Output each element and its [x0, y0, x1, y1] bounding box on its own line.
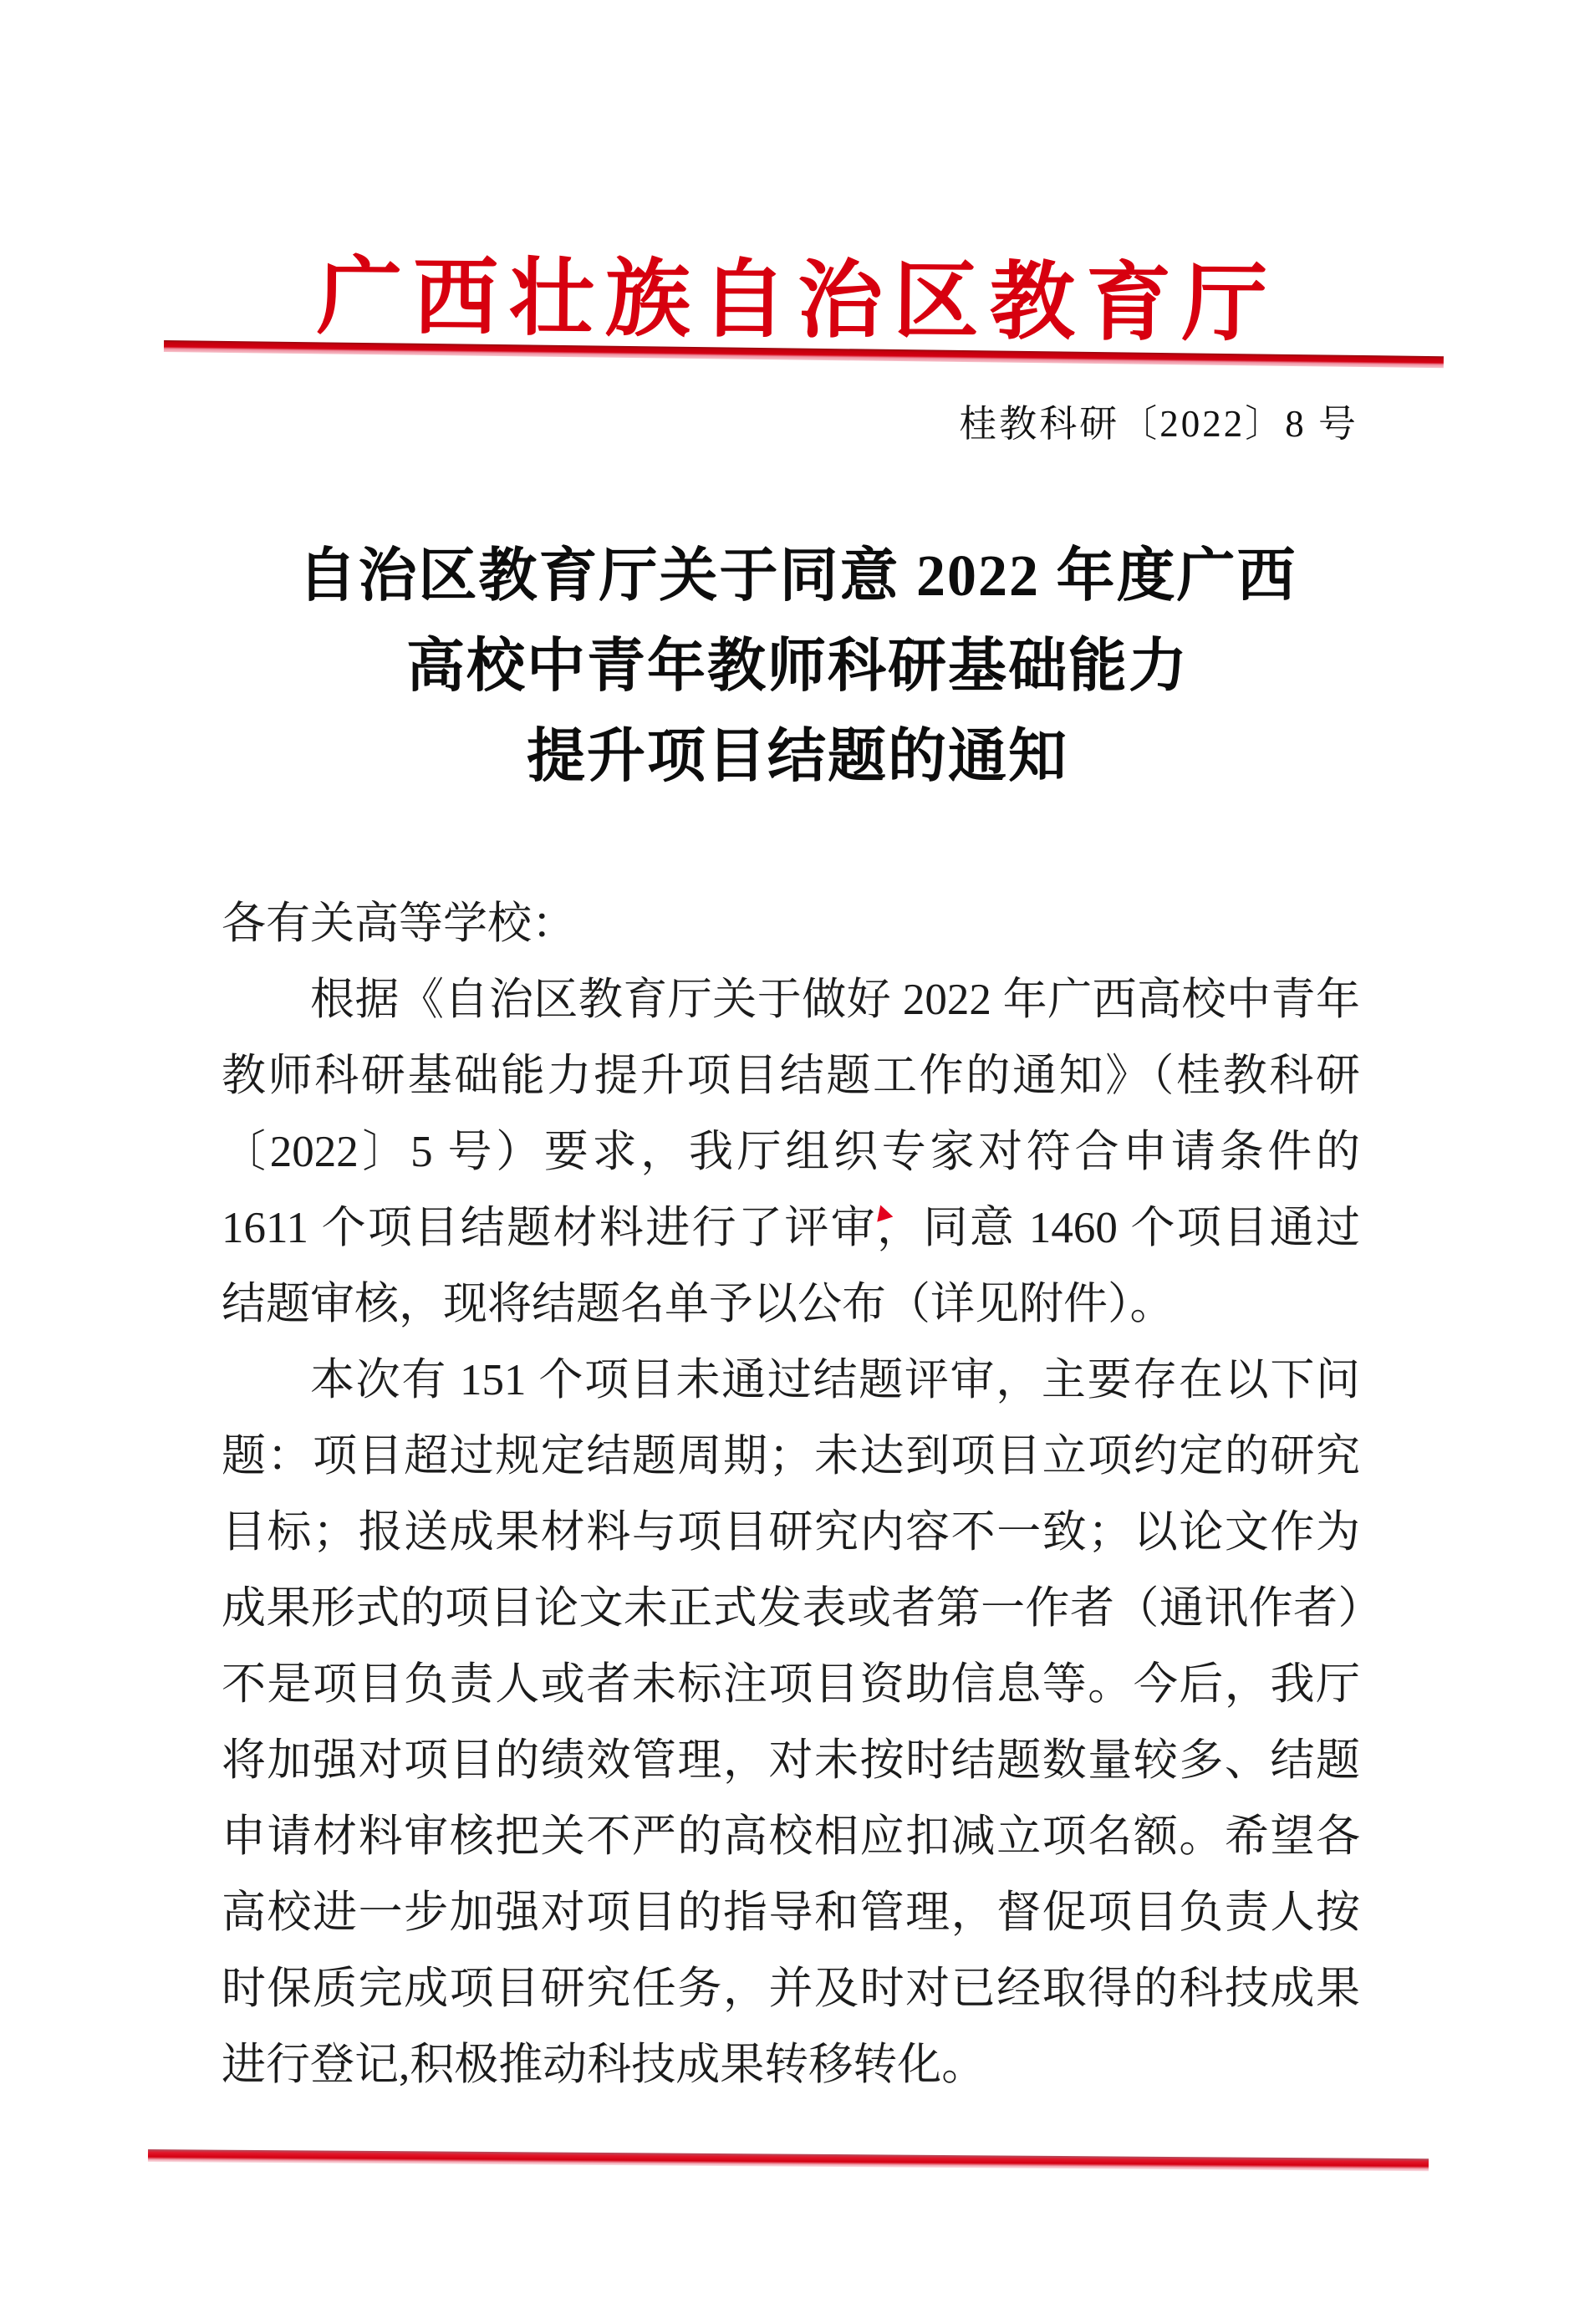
paragraph-2: 本次有 151 个项目未通过结题评审，主要存在以下问题：项目超过规定结题周期；未达到项目立项约定的研究目标；报送成果材料与项目研究内容不一致；以论文作为成果形式的项目论文未正式发表或者第一作者（通讯作者）不是项目负责人或者未标注项目资助信息等。今后，我厅将加强对项目的绩效管理，对未按时结题数量较多、结题申请材料审核把关不严的高校相应扣减立项名额。希望各高校进一步加强对项目的指导和管理，督促项目负责人按时保质完成项目研究任务，并及时对已经取得的科技成果进行登记,积极推动科技成果转移转化。: [222, 1356, 1360, 2089]
notice-title-line-2: 高校中青年教师科研基础能力: [406, 635, 1189, 699]
notice-title-line-1: 自治区教育厅关于同意 2022 年度广西: [298, 544, 1297, 609]
agency-name: 广西壮族自治区教育厅: [316, 250, 1279, 353]
notice-title-line-3: 提升项目结题的通知: [527, 725, 1068, 789]
red-separator-rule-bottom: [148, 2149, 1429, 2171]
salutation: 各有关高等学校：: [222, 900, 576, 948]
notice-title: [0, 532, 1595, 803]
paragraph-1: 根据《自治区教育厅关于做好 2022 年广西高校中青年教师科研基础能力提升项目结题工作的通知》（桂教科研〔2022〕5 号）要求，我厅组织专家对符合申请条件的 1611 个项目结题材料进行了评审，同意 1460 个项目通过结题审核，现将结题名单予以公布（详见附件）。: [222, 976, 1360, 1328]
doc-number: 桂教科研〔2022〕8 号: [959, 403, 1358, 445]
body-text: [222, 886, 1360, 2103]
